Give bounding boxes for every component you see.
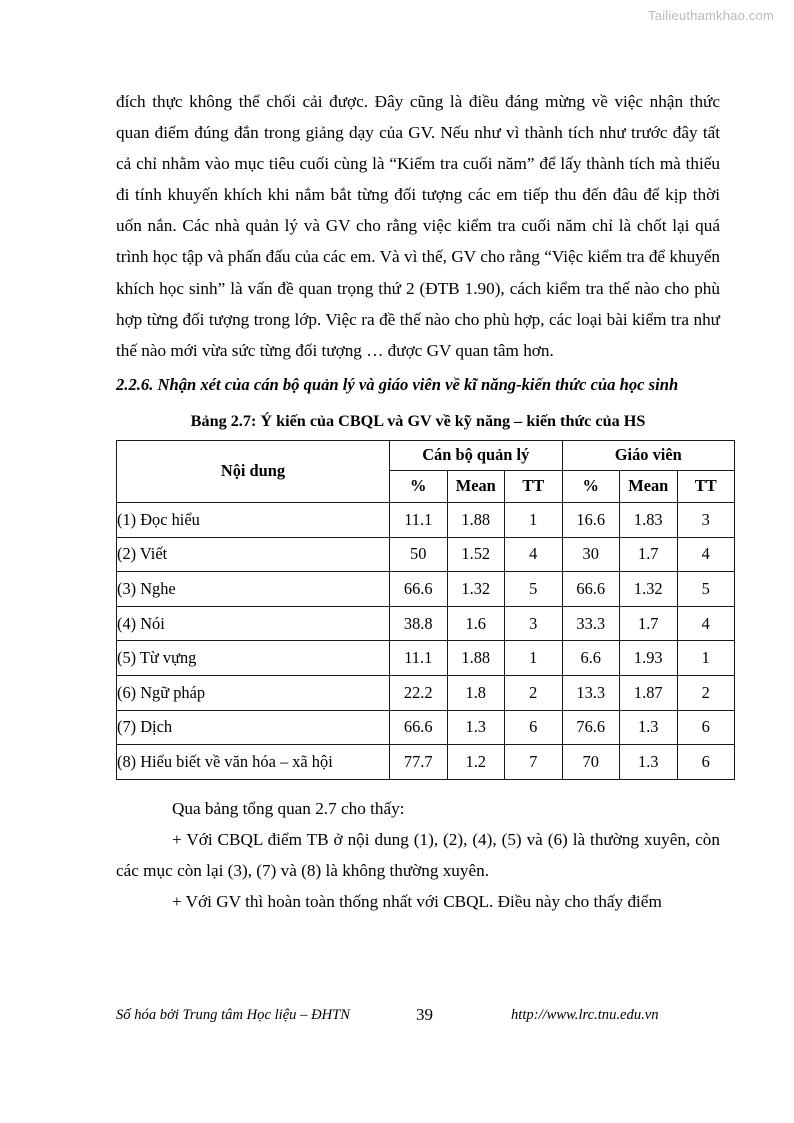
cell-gv-mean: 1.83 xyxy=(620,502,678,537)
table-row xyxy=(117,710,735,745)
row-label: (3) Nghe xyxy=(117,572,390,607)
row-label: (7) Dịch xyxy=(117,710,390,745)
cell-gv-mean: 1.93 xyxy=(620,641,678,676)
row-label: (2) Viết xyxy=(117,537,390,572)
cell-cbql-mean: 1.32 xyxy=(447,572,505,607)
cell-cbql-percent: 66.6 xyxy=(390,710,448,745)
header-cbql-percent: % xyxy=(390,470,448,502)
cell-gv-percent: 66.6 xyxy=(562,572,620,607)
cell-cbql-percent: 66.6 xyxy=(390,572,448,607)
cell-gv-percent: 16.6 xyxy=(562,502,620,537)
cell-gv-percent: 30 xyxy=(562,537,620,572)
table-body xyxy=(117,502,735,779)
after-paragraph-1: Qua bảng tổng quan 2.7 cho thấy: xyxy=(172,798,405,818)
cell-gv-percent: 76.6 xyxy=(562,710,620,745)
cell-gv-mean: 1.32 xyxy=(620,572,678,607)
cell-cbql-percent: 11.1 xyxy=(390,641,448,676)
header-gv-percent: % xyxy=(562,470,620,502)
cell-cbql-tt: 5 xyxy=(505,572,563,607)
table-row xyxy=(117,537,735,572)
cell-cbql-percent: 77.7 xyxy=(390,745,448,780)
cell-gv-tt: 6 xyxy=(677,710,735,745)
section-heading: 2.2.6. Nhận xét của cán bộ quản lý và giáo viên về kĩ năng-kiến thức của học sinh xyxy=(116,374,679,394)
cell-gv-tt: 4 xyxy=(677,606,735,641)
cell-cbql-percent: 50 xyxy=(390,537,448,572)
cell-cbql-percent: 11.1 xyxy=(390,502,448,537)
cell-gv-percent: 6.6 xyxy=(562,641,620,676)
cell-gv-tt: 5 xyxy=(677,572,735,607)
table-row xyxy=(117,572,735,607)
cell-gv-mean: 1.3 xyxy=(620,710,678,745)
cell-cbql-mean: 1.88 xyxy=(447,502,505,537)
cell-cbql-tt: 3 xyxy=(505,606,563,641)
header-noi-dung: Nội dung xyxy=(117,440,390,502)
after-paragraph-3: + Với GV thì hoàn toàn thống nhất với CBQL. Điều này cho thấy điểm xyxy=(172,891,662,911)
cell-cbql-mean: 1.8 xyxy=(447,675,505,710)
cell-cbql-mean: 1.88 xyxy=(447,641,505,676)
table-row xyxy=(117,641,735,676)
table-row xyxy=(117,675,735,710)
table-header-row-groups xyxy=(117,440,735,470)
table-head xyxy=(117,440,735,502)
row-label: (6) Ngữ pháp xyxy=(117,675,390,710)
cell-cbql-mean: 1.3 xyxy=(447,710,505,745)
footer-url: http://www.lrc.tnu.edu.vn xyxy=(511,1007,659,1023)
cell-cbql-tt: 1 xyxy=(505,502,563,537)
header-cbql-tt: TT xyxy=(505,470,563,502)
cell-cbql-percent: 22.2 xyxy=(390,675,448,710)
header-cbql-mean: Mean xyxy=(447,470,505,502)
cell-cbql-tt: 2 xyxy=(505,675,563,710)
cell-gv-percent: 70 xyxy=(562,745,620,780)
cell-cbql-tt: 6 xyxy=(505,710,563,745)
cell-gv-tt: 2 xyxy=(677,675,735,710)
header-group-cbql: Cán bộ quản lý xyxy=(390,440,563,470)
page-footer xyxy=(116,1002,720,1028)
after-paragraph-2: + Với CBQL điểm TB ở nội dung (1), (2), (4), (5) và (6) là thường xuyên, còn các mục còn lại (3), (7) và (8) là không thường xuyên. xyxy=(116,829,720,880)
cell-cbql-mean: 1.6 xyxy=(447,606,505,641)
cell-gv-mean: 1.3 xyxy=(620,745,678,780)
table-row xyxy=(117,745,735,780)
header-group-gv: Giáo viên xyxy=(562,440,735,470)
cell-gv-tt: 3 xyxy=(677,502,735,537)
cell-cbql-mean: 1.2 xyxy=(447,745,505,780)
body-paragraph-1: đích thực không thể chối cải được. Đây cũng là điều đáng mừng về việc nhận thức quan điểm đúng đắn trong giảng dạy của GV. Nếu như vì thành tích như trước đây tất cả chỉ nhằm vào mục tiêu cuối cùng là “Kiểm tra cuối năm” để lấy thành tích mà thiếu đi tính khuyến khích khi nắm bắt từng đối tượng các em tiếp thu đến đâu để kịp thời uốn nắn. Các nhà quản lý và GV cho rằng việc kiểm tra cuối năm chỉ là chốt lại quá trình học tập và phấn đấu của các em. Và vì thế, GV cho rằng “Việc kiểm tra để khuyến khích học sinh” là vấn đề quan trọng thứ 2 (ĐTB 1.90), cách kiểm tra thế nào cho phù hợp từng đối tượng trong lớp. Việc ra đề thế nào cho phù hợp, các loại bài kiểm tra như thế nào mới vừa sức từng đối tượng … được GV quan tâm hơn. xyxy=(116,92,720,360)
cell-gv-mean: 1.87 xyxy=(620,675,678,710)
cell-gv-percent: 13.3 xyxy=(562,675,620,710)
cell-gv-tt: 1 xyxy=(677,641,735,676)
table-row xyxy=(117,606,735,641)
skills-knowledge-table xyxy=(116,440,735,780)
table-caption: Bảng 2.7: Ý kiến của CBQL và GV về kỹ năng – kiến thức của HS xyxy=(190,411,646,430)
watermark: Tailieuthamkhao.com xyxy=(648,8,774,23)
row-label: (8) Hiểu biết về văn hóa – xã hội xyxy=(117,745,390,780)
cell-gv-tt: 4 xyxy=(677,537,735,572)
cell-gv-mean: 1.7 xyxy=(620,606,678,641)
cell-cbql-tt: 1 xyxy=(505,641,563,676)
row-label: (1) Đọc hiểu xyxy=(117,502,390,537)
cell-gv-tt: 6 xyxy=(677,745,735,780)
page-content xyxy=(116,86,720,917)
cell-cbql-tt: 7 xyxy=(505,745,563,780)
header-gv-mean: Mean xyxy=(620,470,678,502)
cell-cbql-percent: 38.8 xyxy=(390,606,448,641)
row-label: (5) Từ vựng xyxy=(117,641,390,676)
cell-cbql-mean: 1.52 xyxy=(447,537,505,572)
footer-left-text: Số hóa bởi Trung tâm Học liệu – ĐHTN xyxy=(116,1007,351,1023)
cell-gv-percent: 33.3 xyxy=(562,606,620,641)
table-row xyxy=(117,502,735,537)
header-gv-tt: TT xyxy=(677,470,735,502)
cell-gv-mean: 1.7 xyxy=(620,537,678,572)
row-label: (4) Nói xyxy=(117,606,390,641)
after-table-text xyxy=(116,780,720,917)
cell-cbql-tt: 4 xyxy=(505,537,563,572)
footer-page-number: 39 xyxy=(416,1005,433,1024)
